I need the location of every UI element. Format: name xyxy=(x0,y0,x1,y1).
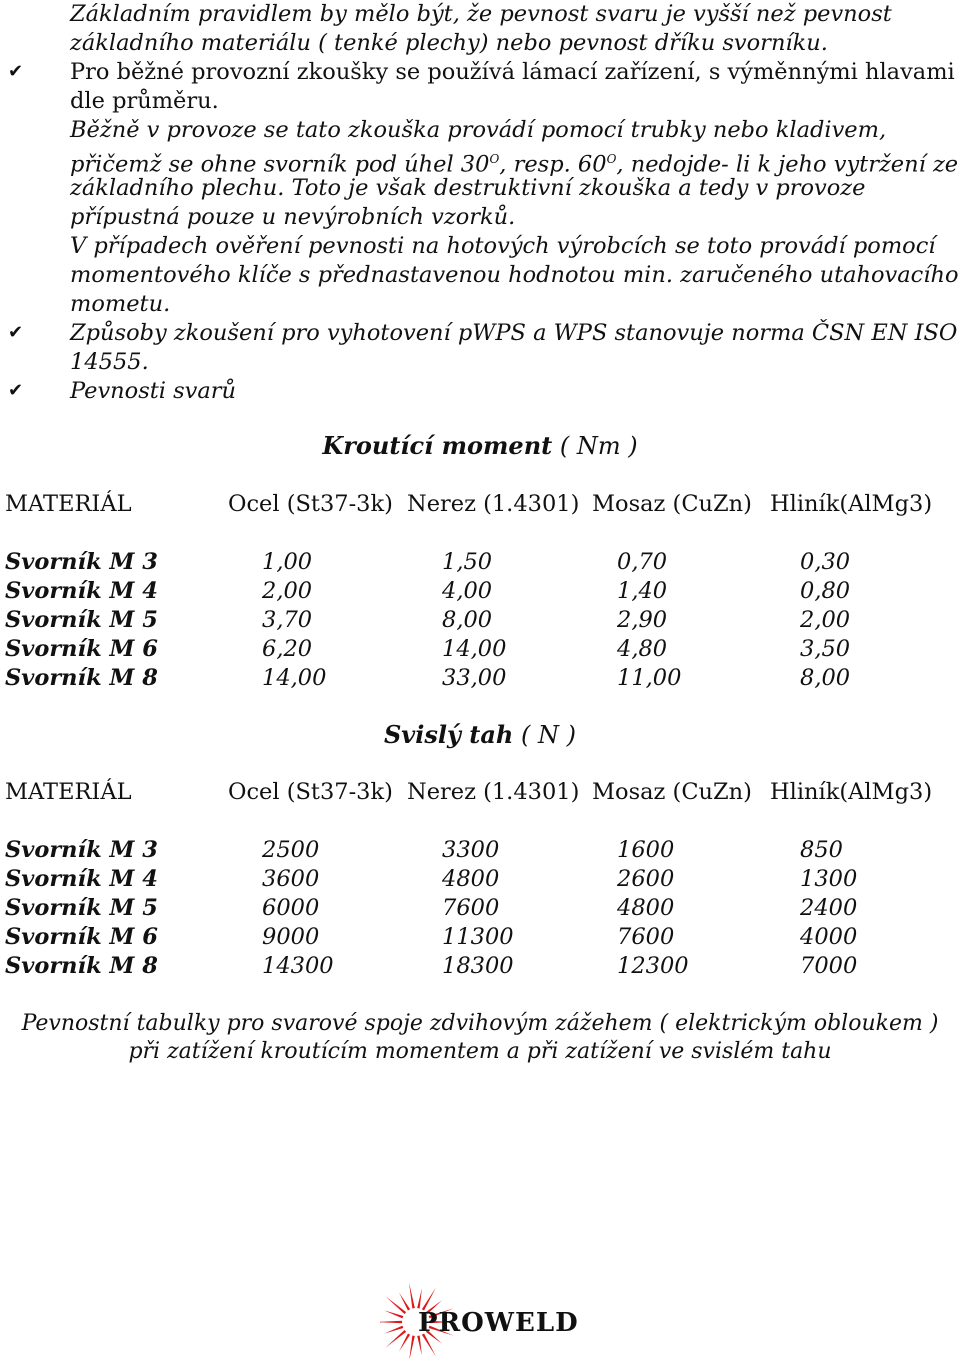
degree-mark: O xyxy=(489,152,500,166)
table1-row-label: Svorník M 4 xyxy=(5,578,158,604)
table2-cell: 6000 xyxy=(262,895,320,921)
table2-cell: 9000 xyxy=(262,924,320,950)
table1-cell: 3,70 xyxy=(262,607,313,633)
table1-header-material: MATERIÁL xyxy=(5,491,132,517)
table1-cell: 33,00 xyxy=(442,665,507,691)
table1-cell: 2,00 xyxy=(262,578,313,604)
angle-sixty: 60 xyxy=(577,151,607,178)
table2-row-label: Svorník M 3 xyxy=(5,837,158,863)
paragraph-line: 14555. xyxy=(70,349,149,375)
table2-header-material: MATERIÁL xyxy=(5,779,132,805)
table2-row-label: Svorník M 8 xyxy=(5,953,158,979)
paragraph-line: Základním pravidlem by mělo být, že pevnost svaru je vyšší než pevnost xyxy=(70,1,892,27)
table1-cell: 3,50 xyxy=(800,636,851,662)
table2-cell: 18300 xyxy=(442,953,514,979)
table2-cell: 7600 xyxy=(617,924,675,950)
table2-cell: 4800 xyxy=(617,895,675,921)
table2-cell: 4000 xyxy=(800,924,858,950)
caption-line: při zatížení kroutícím momentem a při zatížení ve svislém tahu xyxy=(128,1039,832,1064)
table1-row xyxy=(0,606,960,635)
table2-row xyxy=(0,894,960,923)
paragraph-line: Pevnosti svarů xyxy=(70,378,237,404)
table2-row xyxy=(0,836,960,865)
table2-title-main: Svislý tah xyxy=(383,720,514,749)
rest-text: , nedojde- li k jeho vytržení ze xyxy=(616,151,959,178)
resp-text: , resp. xyxy=(499,151,571,178)
table2-row xyxy=(0,865,960,894)
table2-row-label: Svorník M 5 xyxy=(5,895,158,921)
table1-title-unit: ( Nm ) xyxy=(559,432,638,460)
table1-cell: 0,30 xyxy=(800,549,851,575)
table1-cell: 14,00 xyxy=(262,665,327,691)
paragraph-line: základního materiálu ( tenké plechy) nebo pevnost dříku svorníku. xyxy=(70,30,828,56)
table1-cell: 14,00 xyxy=(442,636,507,662)
table1-row-label: Svorník M 8 xyxy=(5,665,158,691)
table1-cell: 4,00 xyxy=(442,578,493,604)
table1-cell: 0,70 xyxy=(617,549,668,575)
table1-row xyxy=(0,577,960,606)
table2-header-col: Mosaz (CuZn) xyxy=(592,779,752,805)
table1-cell: 2,90 xyxy=(617,607,668,633)
table1-row xyxy=(0,664,960,693)
table1-title xyxy=(0,431,960,461)
paragraph-line: přípustná pouze u nevýrobních vzorků. xyxy=(70,204,516,230)
table1-cell: 1,40 xyxy=(617,578,668,604)
table2-cell: 2500 xyxy=(262,837,320,863)
table1-cell: 0,80 xyxy=(800,578,851,604)
paragraph-line: Způsoby zkoušení pro vyhotovení pWPS a WPS stanovuje norma ČSN EN ISO xyxy=(70,320,958,346)
table1-cell: 8,00 xyxy=(800,665,851,691)
caption-line: Pevnostní tabulky pro svarové spoje zdvihovým zážehem ( elektrickým obloukem ) xyxy=(21,1011,939,1036)
paragraph-line: základního plechu. Toto je však destruktivní zkouška a tedy v provoze xyxy=(70,175,866,201)
paragraph-line: V případech ověření pevnosti na hotových výrobcích se toto provádí pomocí xyxy=(70,233,936,259)
table2-row xyxy=(0,952,960,981)
table1-header-col: Hliník(AlMg3) xyxy=(770,491,933,517)
table2-row-label: Svorník M 4 xyxy=(5,866,158,892)
table2-cell: 3300 xyxy=(442,837,500,863)
table2-row xyxy=(0,923,960,952)
table2-header-col: Ocel (St37-3k) xyxy=(228,779,393,805)
table1-cell: 11,00 xyxy=(617,665,682,691)
paragraph-line: momentového klíče s přednastavenou hodnotou min. zaručeného utahovacího xyxy=(70,262,959,288)
proweld-logo xyxy=(380,1278,580,1358)
table2-cell: 7600 xyxy=(442,895,500,921)
table2-cell: 7000 xyxy=(800,953,858,979)
table1-row xyxy=(0,548,960,577)
table1-header-col: Mosaz (CuZn) xyxy=(592,491,752,517)
table1-title-main: Kroutící moment xyxy=(322,431,553,460)
table2-cell: 2600 xyxy=(617,866,675,892)
table2-cell: 2400 xyxy=(800,895,858,921)
table1-cell: 8,00 xyxy=(442,607,493,633)
table1-cell: 1,00 xyxy=(262,549,313,575)
logo-text: PROWELD xyxy=(418,1308,579,1338)
check-bullet-icon: ✔ xyxy=(8,322,24,343)
table1-row-label: Svorník M 5 xyxy=(5,607,158,633)
paragraph-line: dle průměru. xyxy=(70,88,219,114)
table2-cell: 14300 xyxy=(262,953,334,979)
table2-cell: 850 xyxy=(800,837,843,863)
paragraph-line: mometu. xyxy=(70,291,171,317)
table2-cell: 11300 xyxy=(442,924,514,950)
table1-cell: 4,80 xyxy=(617,636,668,662)
table2-cell: 1300 xyxy=(800,866,858,892)
table1-row-label: Svorník M 6 xyxy=(5,636,158,662)
check-bullet-icon: ✔ xyxy=(8,61,24,82)
table2-cell: 3600 xyxy=(262,866,320,892)
table1-cell: 6,20 xyxy=(262,636,313,662)
table2-cell: 1600 xyxy=(617,837,675,863)
table2-header-col: Hliník(AlMg3) xyxy=(770,779,933,805)
paragraph-line: Běžně v provoze se tato zkouška provádí pomocí trubky nebo kladivem, xyxy=(70,117,887,143)
table1-header-col: Ocel (St37-3k) xyxy=(228,491,393,517)
paragraph-line: Pro běžné provozní zkoušky se používá lámací zařízení, s výměnnými hlavami xyxy=(70,59,955,85)
degree-mark: O xyxy=(606,152,617,166)
table1-cell: 1,50 xyxy=(442,549,493,575)
table1-row xyxy=(0,635,960,664)
table1-row-label: Svorník M 3 xyxy=(5,549,158,575)
table2-title-unit: ( N ) xyxy=(521,721,577,749)
table2-header-col: Nerez (1.4301) xyxy=(407,779,580,805)
check-bullet-icon: ✔ xyxy=(8,380,24,401)
table2-cell: 4800 xyxy=(442,866,500,892)
angle-text: přičemž se ohne svorník pod úhel 30 xyxy=(70,151,490,178)
table2-title xyxy=(0,720,960,750)
table1-header-col: Nerez (1.4301) xyxy=(407,491,580,517)
table2-row-label: Svorník M 6 xyxy=(5,924,158,950)
table1-cell: 2,00 xyxy=(800,607,851,633)
table2-cell: 12300 xyxy=(617,953,689,979)
